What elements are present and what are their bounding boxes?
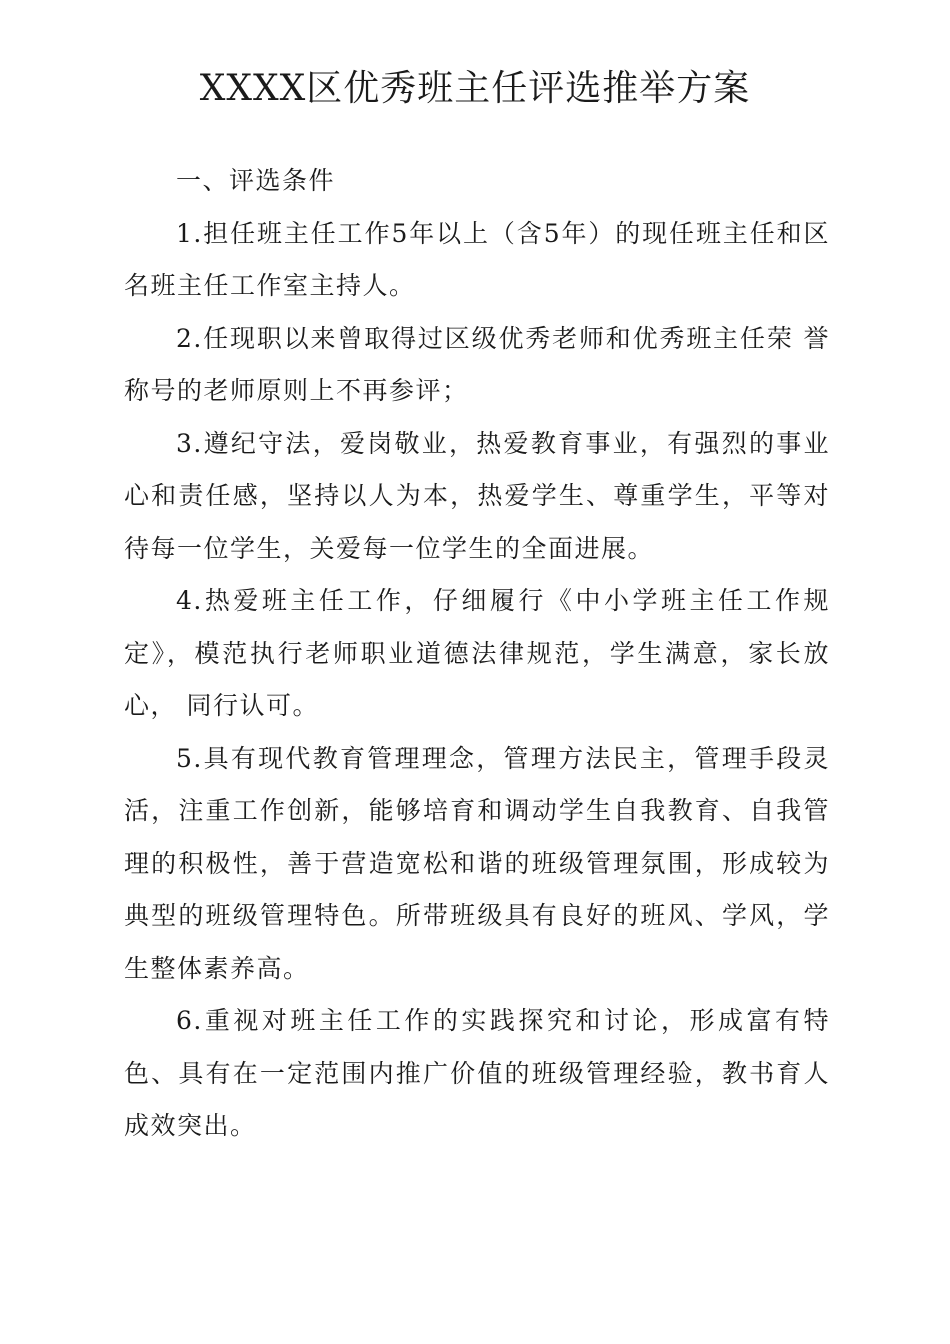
document-title: XXXX区优秀班主任评选推举方案 bbox=[199, 68, 751, 109]
criteria-item-3: 3.遵纪守法，爱岗敬业，热爱教育事业，有强烈的事业心和责任感，坚持以人为本，热爱学生、尊重学生，平等对待每一位学生，关爱每一位学生的全面进展。 bbox=[124, 428, 830, 563]
criteria-item-2: 2.任现职以来曾取得过区级优秀老师和优秀班主任荣 誉称号的老师原则上不再参评； bbox=[124, 323, 830, 405]
document-body bbox=[124, 155, 830, 1153]
criteria-item-5: 5.具有现代教育管理理念，管理方法民主，管理手段灵活，注重工作创新，能够培育和调动学生自我教育、自我管理的积极性，善于营造宽松和谐的班级管理氛围，形成较为典型的班级管理特色。所带班级具有良好的班风、学风，学生整体素养高。 bbox=[124, 743, 830, 983]
criteria-item-1: 1.担任班主任工作5年以上（含5年）的现任班主任和区名班主任工作室主持人。 bbox=[124, 218, 830, 300]
section-heading: 一、评选条件 bbox=[176, 166, 336, 195]
criteria-item-6: 6.重视对班主任工作的实践探究和讨论，形成富有特色、具有在一定范围内推广价值的班级管理经验，教书育人成效突出。 bbox=[124, 1006, 830, 1140]
criteria-item-4: 4.热爱班主任工作，仔细履行《中小学班主任工作规定》，模范执行老师职业道德法律规范，学生满意，家长放心， 同行认可。 bbox=[124, 586, 830, 720]
